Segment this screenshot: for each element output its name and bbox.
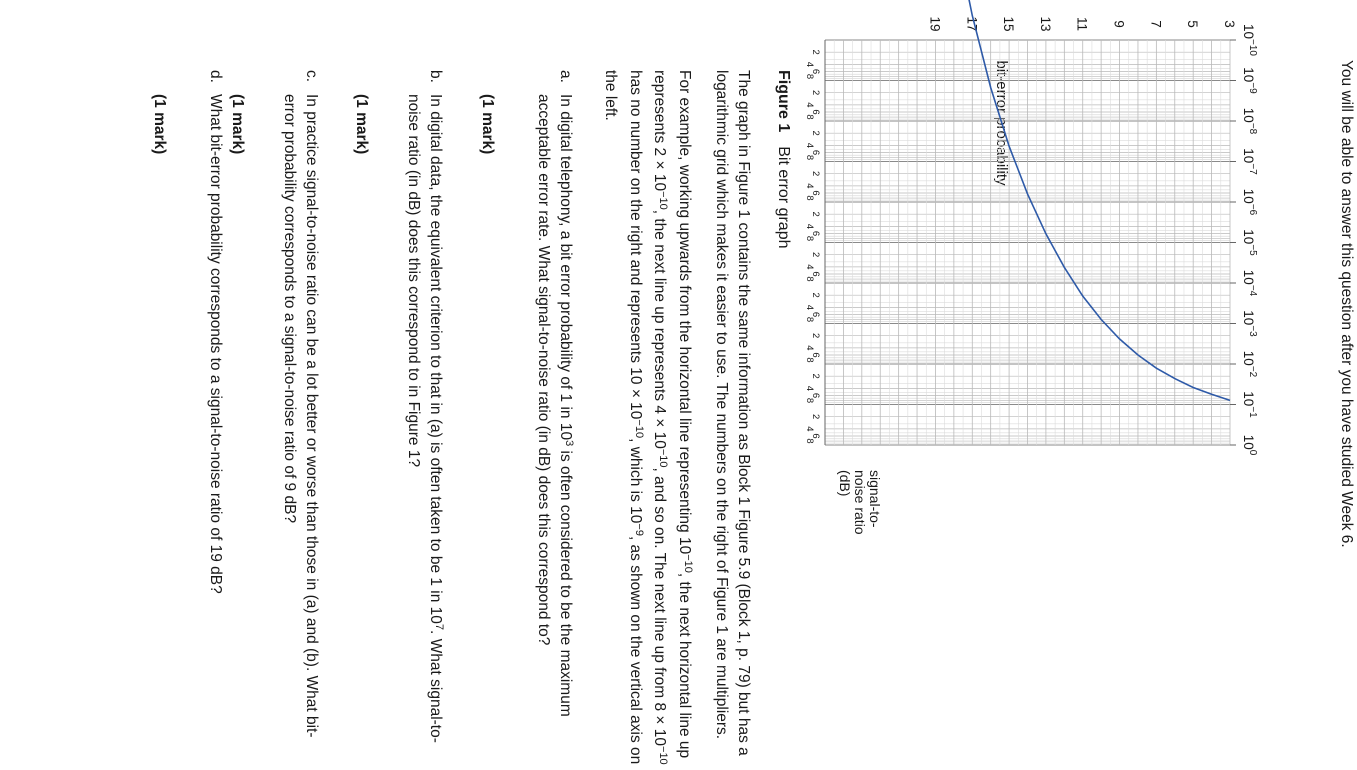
figure-label: Figure 1 bbox=[775, 70, 792, 133]
multiplier-label: 2 bbox=[810, 292, 821, 298]
example-text-4: , and so on. The next line up from 8 × 10 bbox=[651, 467, 669, 747]
y-tick-label: $10^{-9}$ bbox=[1241, 67, 1258, 94]
x-tick-label: 11 bbox=[1074, 16, 1090, 32]
y-axis-label: bit-error probability bbox=[993, 60, 1010, 186]
x-tick-label: 9 bbox=[1111, 20, 1127, 28]
x-axis-label: signal-to-noise ratio (dB) bbox=[837, 470, 883, 535]
multiplier-label: 8 bbox=[804, 438, 815, 444]
example-exp-4: −10 bbox=[657, 746, 670, 765]
multiplier-label: 2 bbox=[810, 211, 821, 217]
y-tick-label: $10^{-6}$ bbox=[1241, 188, 1258, 216]
multiplier-label: 4 bbox=[804, 223, 815, 230]
multiplier-label: 8 bbox=[804, 397, 815, 404]
multiplier-label: 2 bbox=[810, 49, 821, 55]
question-letter: a. bbox=[557, 70, 574, 83]
question-text-pre: In digital telephony, a bit error probability of 1 in 10 bbox=[557, 94, 574, 441]
multiplier-label: 6 bbox=[810, 433, 821, 439]
question-mark: (1 mark) bbox=[229, 94, 246, 155]
multiplier-label: 6 bbox=[810, 149, 821, 156]
x-tick-label: 19 bbox=[927, 16, 943, 32]
question-text-post: . What signal-to-noise ratio (in dB) does this correspond to in Figure 1? bbox=[405, 94, 444, 743]
multiplier-label: 6 bbox=[810, 271, 821, 277]
chart-grid bbox=[825, 40, 1230, 445]
example-text-1: For example, working upwards from the horizontal line representing 10 bbox=[676, 70, 693, 555]
multiplier-label: 4 bbox=[804, 183, 815, 189]
figure-caption bbox=[774, 70, 792, 249]
y-tick-label: $10^{-3}$ bbox=[1241, 310, 1258, 337]
multiplier-label: 8 bbox=[804, 357, 815, 363]
example-exp-6: −9 bbox=[633, 523, 645, 536]
x-tick-label: 7 bbox=[1148, 20, 1164, 28]
multiplier-label: 6 bbox=[810, 68, 821, 75]
multiplier-label: 8 bbox=[804, 316, 815, 323]
y-tick-label: $10^{-10}$ bbox=[1241, 24, 1258, 56]
question-letter: b. bbox=[427, 70, 444, 83]
example-exp-5: −10 bbox=[633, 419, 645, 439]
question-mark: (1 mark) bbox=[479, 94, 496, 155]
example-exp-1: −10 bbox=[682, 554, 694, 573]
multiplier-label: 6 bbox=[810, 392, 821, 399]
multiplier-label: 2 bbox=[810, 252, 821, 258]
bit-error-chart bbox=[780, 0, 1340, 744]
multiplier-label: 4 bbox=[804, 304, 815, 311]
example-paragraph bbox=[598, 70, 696, 770]
multiplier-label: 8 bbox=[804, 235, 815, 242]
multiplier-label: 2 bbox=[810, 333, 821, 339]
question-sup: 3 bbox=[563, 440, 575, 447]
multiplier-label: 4 bbox=[804, 102, 815, 108]
multiplier-label: 6 bbox=[810, 230, 821, 237]
question-letter: d. bbox=[207, 70, 224, 83]
question-mark: (1 mark) bbox=[353, 94, 370, 155]
question-mark: (1 mark) bbox=[151, 94, 168, 155]
multiplier-label: 4 bbox=[804, 385, 815, 392]
y-tick-label: $10^{-8}$ bbox=[1241, 107, 1258, 135]
question-sup: 7 bbox=[433, 623, 445, 631]
question-text-post: is often considered to be the maximum acceptable error rate. What signal-to-noise ratio (in dB) does this correspond to? bbox=[535, 94, 574, 717]
x-tick-label: 17 bbox=[964, 16, 980, 32]
example-text-6: , which is 10 bbox=[627, 438, 644, 524]
example-exp-2: −10 bbox=[657, 191, 670, 210]
multiplier-label: 2 bbox=[810, 171, 821, 177]
multiplier-label: 8 bbox=[804, 154, 815, 161]
question-text bbox=[532, 94, 576, 754]
y-tick-label: $10^{-2}$ bbox=[1241, 350, 1258, 378]
multiplier-label: 8 bbox=[804, 114, 815, 120]
y-tick-label: $10^{-7}$ bbox=[1241, 148, 1258, 175]
multiplier-label: 2 bbox=[810, 90, 821, 96]
y-tick-label: $10^0$ bbox=[1241, 434, 1258, 456]
multiplier-label: 2 bbox=[810, 373, 821, 379]
multiplier-label: 6 bbox=[810, 311, 821, 318]
example-text-5: has no number on the right and represents 10 × 10 bbox=[627, 70, 644, 420]
multiplier-label: 8 bbox=[804, 195, 815, 201]
multiplier-label: 8 bbox=[804, 276, 815, 282]
intro-paragraph: The graph in Figure 1 contains the same information as Block 1 Figure 5.9 (Block 1, p. 79) but has a logarithmic grid which makes it easier to use. The numbers on the right of Figure 1 are multipliers. bbox=[713, 70, 752, 756]
multiplier-label: 4 bbox=[804, 264, 815, 270]
y-tick-label: $10^{-4}$ bbox=[1241, 269, 1258, 297]
question-text: What bit-error probability corresponds to a signal-to-noise ratio of 19 dB? bbox=[207, 94, 224, 594]
x-tick-label: 13 bbox=[1037, 16, 1053, 32]
example-text-7: , as shown on the vertical axis on the left. bbox=[602, 70, 644, 765]
example-text-2: , the next horizontal line up represents 2 × 10 bbox=[651, 70, 693, 759]
question-letter: c. bbox=[303, 70, 320, 83]
x-tick-label: 3 bbox=[1222, 20, 1237, 28]
example-text-3: , the next line up represents 4 × 10 bbox=[651, 209, 669, 449]
multiplier-label: 2 bbox=[810, 130, 821, 136]
x-tick-label: 5 bbox=[1185, 20, 1201, 28]
multiplier-label: 6 bbox=[810, 352, 821, 358]
header-cut-line: You will be able to answer this question after you have studied Week 6. bbox=[1338, 60, 1355, 548]
multiplier-label: 4 bbox=[804, 345, 815, 351]
question-text bbox=[402, 94, 446, 754]
question-text-pre: In digital data, the equivalent criterion to that in (a) is often taken to be 1 in 10 bbox=[427, 94, 444, 624]
y-tick-label: $10^{-5}$ bbox=[1241, 229, 1258, 256]
multiplier-label: 8 bbox=[804, 73, 815, 80]
question-text: In practice signal-to-noise ratio can be a lot better or worse than those in (a) and (b). What bit-error probability corresponds to a signal-to-noise ratio of 9 dB? bbox=[281, 94, 320, 738]
multiplier-label: 6 bbox=[810, 109, 821, 115]
multiplier-label: 4 bbox=[804, 142, 815, 149]
multiplier-label: 4 bbox=[804, 61, 815, 68]
multiplier-label: 4 bbox=[804, 426, 815, 432]
y-tick-label: $10^{-1}$ bbox=[1241, 391, 1258, 418]
example-exp-3: −10 bbox=[657, 448, 670, 468]
multiplier-label: 2 bbox=[810, 414, 821, 420]
multiplier-label: 6 bbox=[810, 190, 821, 196]
figure-caption-text: Bit error graph bbox=[775, 146, 792, 249]
x-tick-label: 15 bbox=[1001, 16, 1017, 32]
